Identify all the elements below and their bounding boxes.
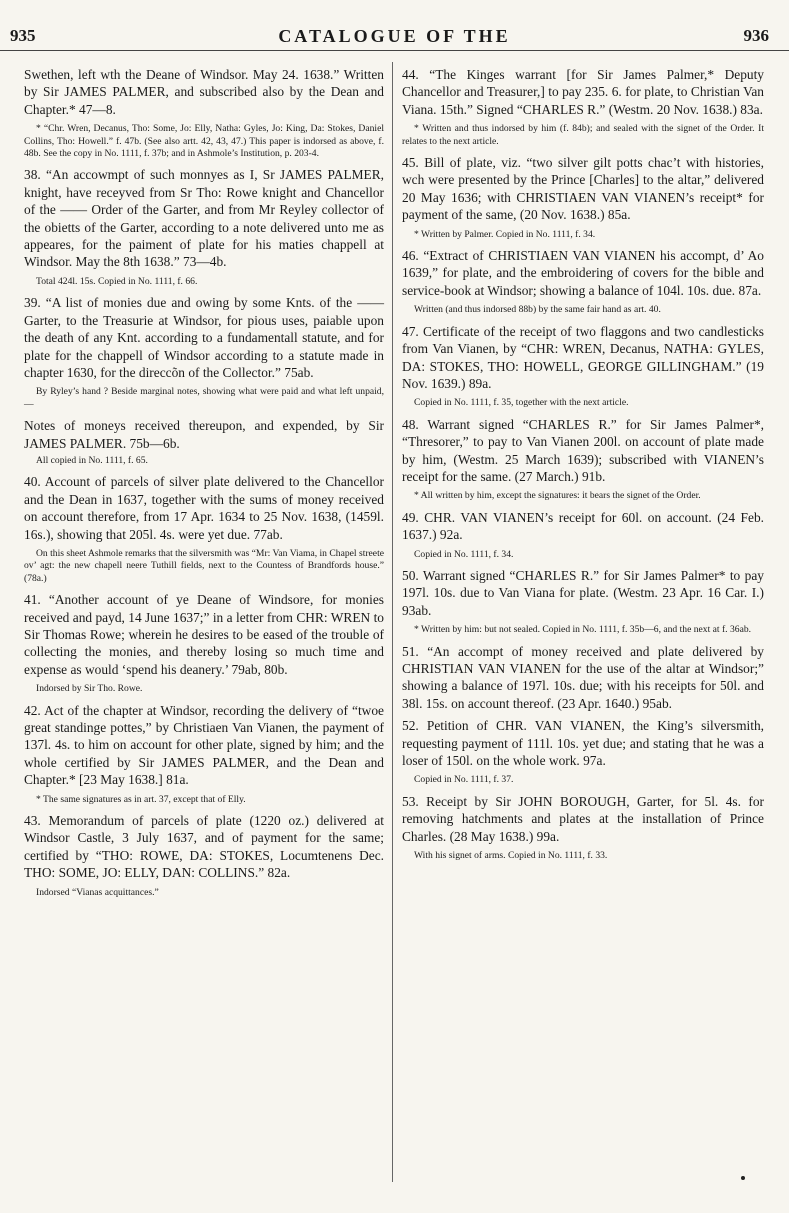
page-mark	[741, 1176, 745, 1180]
entry-48: 48. Warrant signed “CHARLES R.” for Sir James Palmer*, “Thresorer,” to pay to Van Vianen 200l. on account of plate made by him, (Westm. 25 March 1639); subscribed with VIANEN’s receipt for the same. (27 March.) 91b.	[402, 416, 764, 484]
note-38: Total 424l. 15s. Copied in No. 1111, f. 66.	[36, 275, 198, 287]
page-number-right: 936	[743, 26, 769, 45]
note-45: * Written by Palmer. Copied in No. 1111, f. 34.	[414, 228, 596, 240]
entry-39: 39. “A list of monies due and owing by some Knts. of the —— Garter, to the Treasurie at Windsor, for pious uses, paiable upon the death of any Knt. according to a fundamentall statute, and for plate for the chappell of Windsor according to a statute made in chapter 1630, for the direccõn of the Collector.” 75ab.	[24, 295, 384, 380]
page-number-left: 935	[10, 26, 36, 45]
note-52: Copied in No. 1111, f. 37.	[414, 774, 514, 786]
note-49: Copied in No. 1111, f. 34.	[414, 548, 514, 560]
note-39-sub: All copied in No. 1111, f. 65.	[36, 454, 148, 466]
entry-42: 42. Act of the chapter at Windsor, recording the delivery of “twoe great standinge pottes,” by Christiaen Van Vianen, the payment of 137l. 4s. to him on account for other plate, signed by him; and the whole certified by Sir JAMES PALMER, and the Dean and Chapter.* [23 May 1638.] 81a.	[24, 702, 384, 788]
entry-53: 53. Receipt by Sir JOHN BOROUGH, Garter, for 5l. 4s. for removing hatchments and plates at the installation of Prince Charles. (28 May 1638.) 99a.	[402, 793, 764, 844]
running-title: CATALOGUE OF THE	[278, 26, 511, 46]
entry-52: 52. Petition of CHR. VAN VIANEN, the King’s silversmith, requesting payment of 111l. 10s. yet due; and stating that he was a loser of 150l. on the whole work. 97a.	[402, 718, 764, 769]
note-42: * The same signatures as in art. 37, except that of Elly.	[36, 793, 246, 805]
note-44: * Written and thus indorsed by him (f. 84b); and sealed with the signet of the Order. It relates to the next article.	[402, 123, 764, 147]
entry-38: 38. “An accowmpt of such monnyes as I, Sr JAMES PALMER, knight, have receyved from Sr Tho: Rowe knight and Chancellor of the —— Order of the Garter, and from Mr Reyley collector of the obietts of the Garter, according to a note delivered unto me as appeares, for the paiment of plate for his maties chappell at Windsor. May the 8th 1638.” 73—4b.	[24, 167, 384, 270]
entry-41: 41. “Another account of ye Deane of Windsore, for monies received and payd, 14 June 1637;” in a letter from CHR: WREN to Sir Thomas Rowe; wherein he desires to be eased of the trouble of collecting the monies, and thereby losing so much time and expense as would ‘spend his deanery.’ 79ab, 80b.	[24, 592, 384, 677]
entry-51: 51. “An accompt of money received and plate delivered by CHRISTIAN VAN VIANEN for the use of the altar at Windsor;” showing a balance of 197l. 10s. due; with his receipts for 50l. and 38l. 15s. on account thereof. (23 Apr. 1640.) 95ab.	[402, 643, 764, 711]
entry-continuation: Swethen, left wth the Deane of Windsor. May 24. 1638.” Written by Sir JAMES PALMER, and subscribed also by the Dean and Chapter.* 47—8.	[24, 67, 384, 117]
note-43: Indorsed “Vianas acquittances.”	[36, 886, 159, 898]
entry-39-sub: Notes of moneys received thereupon, and expended, by Sir JAMES PALMER. 75b—6b.	[24, 418, 384, 451]
right-column	[402, 66, 764, 868]
note-46: Written (and thus indorsed 88b) by the same fair hand as art. 40.	[414, 304, 661, 316]
entry-49: 49. CHR. VAN VIANEN’s receipt for 60l. on account. (24 Feb. 1637.) 92a.	[402, 509, 764, 543]
entry-40: 40. Account of parcels of silver plate delivered to the Chancellor and the Dean in 1637, together with the sums of money received on account therefore, from 17 Apr. 1634 to 25 Nov. 1638, (1459l. 16s.), showing that 205l. 4s. were yet due. 77ab.	[24, 474, 384, 542]
left-column	[24, 66, 384, 905]
column-divider	[392, 62, 393, 1182]
entry-47: 47. Certificate of the receipt of two flaggons and two candlesticks from Van Vianen, by “CHR: WREN, Decanus, NATHA: GYLES, DA: STOKES, THO: HOWELL, GEORGE GILLINGHAM.” (19 Nov. 1639.) 89a.	[402, 323, 764, 391]
entry-45: 45. Bill of plate, viz. “two silver gilt potts chac’t with histories, wch were presented by the Prince [Charles] to the altar,” delivered 20 May 1636; with CHRISTIAEN VAN VIANEN’s receipt* for payment of the same, (20 Nov. 1638.) 85a.	[402, 155, 764, 223]
running-header	[0, 26, 789, 51]
note-39: By Ryley’s hand ? Beside marginal notes, showing what were paid and what left unpaid,—	[24, 386, 384, 410]
note-41: Indorsed by Sir Tho. Rowe.	[36, 683, 143, 695]
entry-50: 50. Warrant signed “CHARLES R.” for Sir James Palmer* to pay 197l. 10s. due to Van Viana for plate. (Westm. 23 Apr. 16 Car. I.) 93ab.	[402, 567, 764, 618]
note-48: * All written by him, except the signatures: it bears the signet of the Order.	[414, 490, 701, 502]
note-53: With his signet of arms. Copied in No. 1111, f. 33.	[414, 850, 608, 862]
note-50: * Written by him: but not sealed. Copied in No. 1111, f. 35b—6, and the next at f. 36ab.	[414, 624, 752, 636]
footnote: * “Chr. Wren, Decanus, Tho: Some, Jo: Elly, Natha: Gyles, Jo: King, Da: Stokes, Daniel Collins, Tho: Howell.” f. 47b. (See also artt. 42, 43, 47.) This paper is indorsed as above, f. 48b. See the copy in No. 1111, f. 37b; and in Ashmole’s Institution, p. 203-4.	[24, 123, 384, 160]
note-40: On this sheet Ashmole remarks that the silversmith was “Mr: Van Viama, in Chapel streete ov’ agt: the new chapell neere Tuthill fields, next to the Countess of Brandfords house.” (78a.)	[24, 547, 384, 584]
entry-44: 44. “The Kinges warrant [for Sir James Palmer,* Deputy Chancellor and Treasurer,] to pay 235. 6. for plate, to Christian Van Viana. 15th.” Signed “CHARLES R.” (Westm. 20 Nov. 1638.) 83a.	[402, 67, 764, 117]
entry-43: 43. Memorandum of parcels of plate (1220 oz.) delivered at Windsor Castle, 3 July 1637, and of payment for the same; certified by “THO: ROWE, DA: STOKES, Locumtenens Dec. THO: SOME, JO: ELLY, DAN: COLLINS.” 82a.	[24, 813, 384, 881]
entry-46: 46. “Extract of CHRISTIAEN VAN VIANEN his accompt, d’ Ao 1639,” for plate, and the embroidering of covers for the bible and service-book at Windsor; showing a balance of 104l. 10s. due. 87a.	[402, 248, 764, 298]
note-47: Copied in No. 1111, f. 35, together with the next article.	[414, 397, 629, 409]
